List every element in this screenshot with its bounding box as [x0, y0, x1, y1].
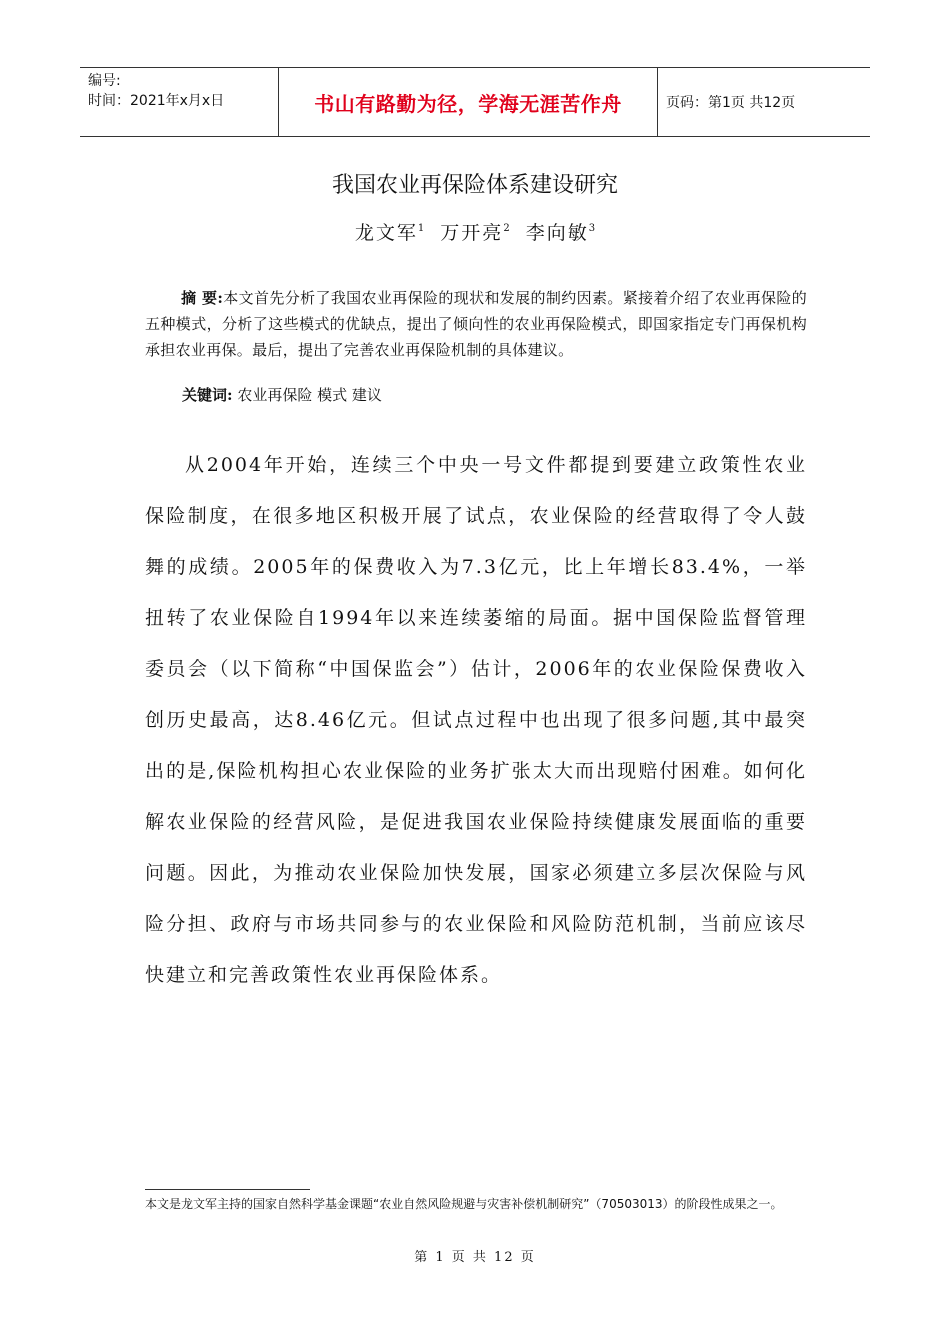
- author-1: [355, 222, 424, 244]
- body-paragraph: 从2004年开始，连续三个中央一号文件都提到要建立政策性农业保险制度，在很多地区积极开展了试点，农业保险的经营取得了令人鼓舞的成绩。2005年的保费收入为7.3亿元，比上年增长83.4%，一举扭转了农业保险自1994年以来连续萎缩的局面。据中国保险监督管理委员会（以下简称“中国保监会”）估计，2006年的农业保险保费收入创历史最高，达8.46亿元。但试点过程中也出现了很多问题,其中最突出的是,保险机构担心农业保险的业务扩张太大而出现赔付困难。如何化解农业保险的经营风险，是促进我国农业保险持续健康发展面临的重要问题。因此，为推动农业保险加快发展，国家必须建立多层次保险与风险分担、政府与市场共同参与的农业保险和风险防范机制，当前应该尽快建立和完善政策性农业再保险体系。: [145, 454, 807, 986]
- abstract-label: 摘 要:: [181, 289, 224, 307]
- page-footer: 第 1 页 共 12 页: [414, 1250, 536, 1265]
- header-motto-cell: [279, 68, 658, 136]
- article-title: 我国农业再保险体系建设研究: [331, 173, 618, 198]
- motto-text: 书山有路勤为径，学海无涯苦作舟: [314, 91, 622, 116]
- keywords: [182, 382, 382, 408]
- author-2: [440, 222, 509, 244]
- author-affiliation-mark: 2: [503, 223, 510, 234]
- footnote: 本文是龙文军主持的国家自然科学基金课题“农业自然风险规避与灾害补偿机制研究”（70503013）的阶段性成果之一。: [145, 1197, 783, 1211]
- author-name: 李向敏: [525, 222, 589, 244]
- keywords-label: 关键词:: [182, 386, 233, 404]
- abstract-text: 本文首先分析了我国农业再保险的现状和发展的制约因素。紧接着介绍了农业再保险的五种模式，分析了这些模式的优缺点，提出了倾向性的农业再保险模式，即国家指定专门再保机构承担农业再保。最后，提出了完善农业再保险机制的具体建议。: [145, 289, 807, 359]
- footnote-divider: [145, 1189, 310, 1190]
- header-left-cell: [80, 68, 279, 136]
- header-page-cell: [658, 68, 870, 136]
- author-line: [0, 218, 950, 245]
- author-name: 龙文军: [354, 222, 418, 244]
- header-table: [80, 67, 870, 137]
- author-3: [526, 222, 595, 244]
- author-affiliation-mark: 3: [588, 223, 596, 234]
- author-affiliation-mark: 1: [417, 223, 425, 234]
- keywords-text: 农业再保险 模式 建议: [237, 386, 382, 404]
- page-info: 页码：第1页 共12页: [666, 95, 796, 111]
- abstract: [145, 285, 807, 363]
- author-name: 万开亮: [440, 222, 504, 244]
- serial-label: 编号:: [88, 73, 121, 89]
- date-label: 时间：2021年x月x日: [88, 93, 225, 109]
